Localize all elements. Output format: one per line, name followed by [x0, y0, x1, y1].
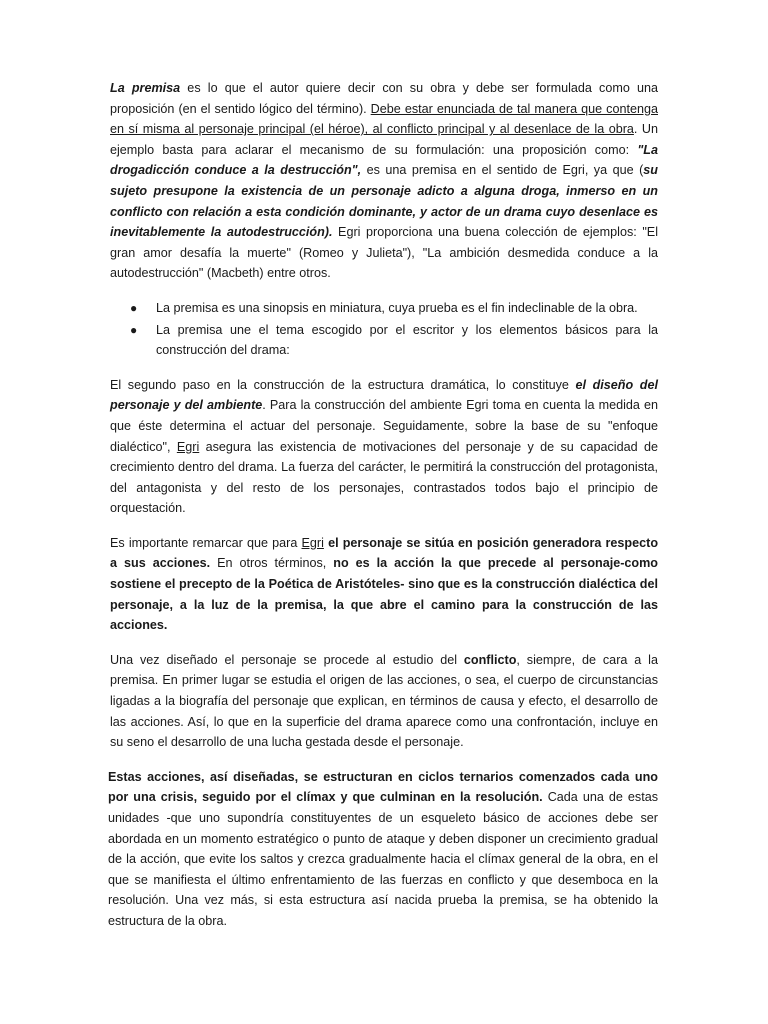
text-span: . Un ejemplo basta para aclarar el mecanismo de su formulación: una proposición como:: [110, 122, 658, 157]
bold-text: el personaje se sitúa en posición generadora respecto a sus acciones.: [110, 535, 659, 571]
paragraph-diseno-personaje: [110, 375, 658, 519]
bullet-icon: ●: [130, 322, 138, 337]
list-item-text: La premisa es una sinopsis en miniatura, cuya prueba es el fin indeclinable de la obra.: [156, 300, 638, 315]
paragraph-premisa: [110, 78, 658, 284]
underlined-text: Egri: [176, 439, 200, 454]
paragraph-conflicto: [110, 650, 658, 753]
text-span: El segundo paso en la construcción de la estructura dramática, lo constituye: [110, 377, 576, 392]
underlined-text: Egri: [301, 535, 324, 550]
text-span: es lo que el autor quiere decir con su obra y debe ser formulada como una proposición (en el sentido lógico del término).: [110, 81, 658, 116]
italic-explanation: su sujeto presupone la existencia de un personaje adicto a alguna droga, inmerso en un conflicto con relación a esta condición dominante, y actor de un drama cuyo desenlace es inevitablemente la autodestrucción).: [110, 163, 658, 240]
text-span: En otros términos,: [210, 556, 334, 571]
bold-text: conflicto: [463, 652, 517, 667]
paragraph-ciclos-ternarios: [108, 767, 658, 932]
bold-text: no es la acción la que precede al personaje-como sostiene el precepto de la Poética de Aristóteles- sino que es la construcción dialéctica del personaje, a la luz de la premisa, la que abre el camino para la construcción de las acciones.: [110, 556, 659, 633]
paragraph-personaje-generador: [110, 533, 658, 636]
text-span: es una premisa en el sentido de Egri, ya que (: [361, 163, 644, 178]
underlined-text: Debe estar enunciada de tal manera que contenga en sí misma al personaje principal (el héroe), al conflicto principal y al desenlace de la obra: [110, 101, 658, 137]
text-span: , siempre, de cara a la premisa. En primer lugar se estudia el origen de las acciones, o sea, el cuerpo de circunstancias ligadas a la biografía del personaje que explican, en términos de causa y efecto, el desarrollo de las acciones. Así, lo que en la superficie del drama aparece como una confrontación, incluye en su seno el desarrollo de una lucha gestada desde el personaje.: [110, 652, 658, 750]
bullet-list: [110, 298, 658, 361]
text-span: Una vez diseñado el personaje se procede al estudio del: [110, 652, 464, 667]
example-quote: "La drogadicción conduce a la destrucción",: [110, 142, 658, 178]
text-span: Egri proporciona una buena colección de ejemplos: "El gran amor desafía la muerte" (Romeo y Julieta"), "La ambición desmedida conduce a la autodestrucción" (Macbeth) entre otros.: [110, 225, 659, 281]
list-item-text: La premisa une el tema escogido por el escritor y los elementos básicos para la construcción del drama:: [156, 322, 658, 358]
emphasis-text: el diseño del personaje y del ambiente: [110, 377, 658, 413]
term-la-premisa: La premisa: [110, 81, 181, 95]
text-span: Cada una de estas unidades -que uno supondría constituyentes de un esqueleto básico de acciones debe ser abordada en un momento estratégico o punto de ataque y deben disponer un crecimiento gradual de la acción, que evite los saltos y crezca gradualmente hacia el clímax general de la obra, en el que se manifiesta el último enfrentamiento de las fuerzas en conflicto y que desemboca en la resolución. Una vez más, si esta estructura así nacida prueba la premisa, se ha obtenido la estructura de la obra.: [108, 790, 659, 928]
bold-text: Estas acciones, así diseñadas, se estructuran en ciclos ternarios comenzados cada uno por una crisis, seguido por el clímax y que culminan en la resolución.: [108, 769, 658, 805]
text-span: Es importante remarcar que para: [110, 535, 302, 550]
bullet-icon: ●: [130, 300, 138, 315]
text-span: asegura las existencia de motivaciones del personaje y de su capacidad de crecimiento dentro del drama. La fuerza del carácter, le permitirá la construcción del protagonista, del antagonista y del resto de los personajes, contrastados todos bajo el principio de orquestación.: [110, 439, 658, 516]
list-item: [130, 320, 658, 361]
list-item: [130, 298, 658, 319]
text-span: . Para la construcción del ambiente Egri toma en cuenta la medida en que éste determina el actuar del personaje. Seguidamente, sobre la base de su "enfoque dialéctico",: [110, 398, 658, 454]
